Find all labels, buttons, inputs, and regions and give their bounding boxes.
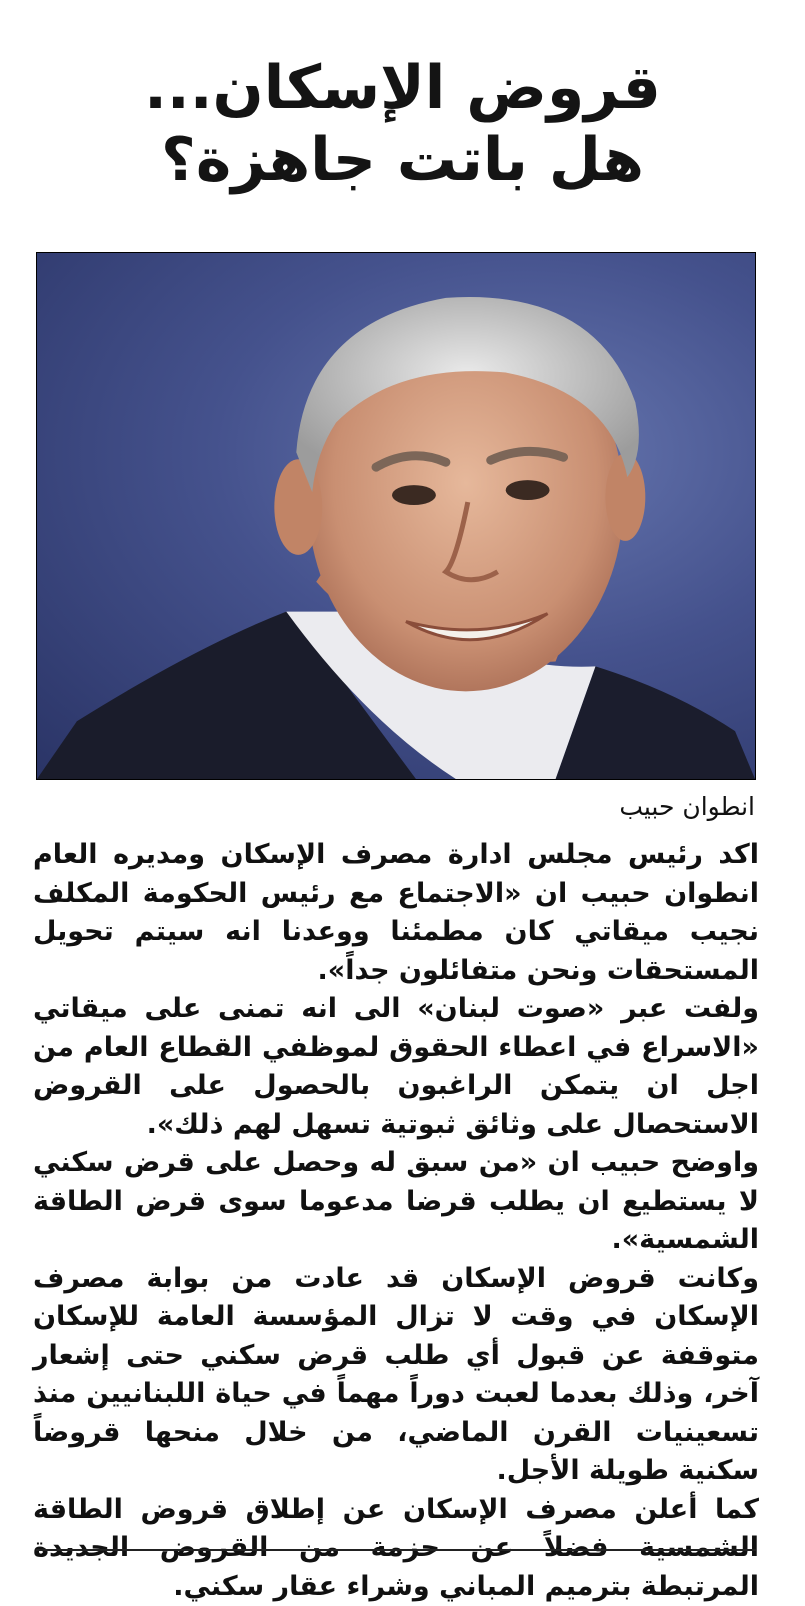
headline-line-2: هل باتت جاهزة؟	[20, 124, 785, 196]
article-paragraph: اكد رئيس مجلس ادارة مصرف الإسكان ومديره العام انطوان حبيب ان «الاجتماع مع رئيس الحكومة المكلف نجيب ميقاتي كان مطمئنا ووعدنا انه سيتم تحويل المستحقات ونحن متفائلون جداً».	[33, 836, 759, 990]
portrait-photo	[36, 252, 756, 780]
photo-caption: انطوان حبيب	[619, 790, 755, 824]
article-paragraph: وكانت قروض الإسكان قد عادت من بوابة مصرف الإسكان في وقت لا تزال المؤسسة العامة للإسكان متوقفة عن قبول أي طلب قرض سكني حتى إشعار آخر، وذلك بعدما لعبت دوراً مهماً في حياة اللبنانيين منذ تسعينيات القرن الماضي، من خلال منحها قروضاً سكنية طويلة الأجل.	[33, 1260, 759, 1491]
article-paragraph: واوضح حبيب ان «من سبق له وحصل على قرض سكني لا يستطيع ان يطلب قرضا مدعوما سوى قرض الطاقة الشمسية».	[33, 1144, 759, 1260]
article-paragraph: كما أعلن مصرف الإسكان عن إطلاق قروض الطاقة الشمسية فضلاً عن حزمة من القروض الجديدة المرتبطة بترميم المباني وشراء عقار سكني.	[33, 1491, 759, 1606]
headline	[20, 52, 785, 196]
bottom-divider	[36, 1549, 756, 1551]
article-paragraph: ولفت عبر «صوت لبنان» الى انه تمنى على ميقاتي «الاسراع في اعطاء الحقوق لموظفي القطاع العام من اجل ان يتمكن الراغبون بالحصول على القروض الاستحصال على وثائق ثبوتية تسهل لهم ذلك».	[33, 990, 759, 1144]
headline-line-1: قروض الإسكان...	[20, 52, 785, 124]
portrait-illustration	[37, 253, 755, 779]
article-body	[33, 836, 759, 1606]
